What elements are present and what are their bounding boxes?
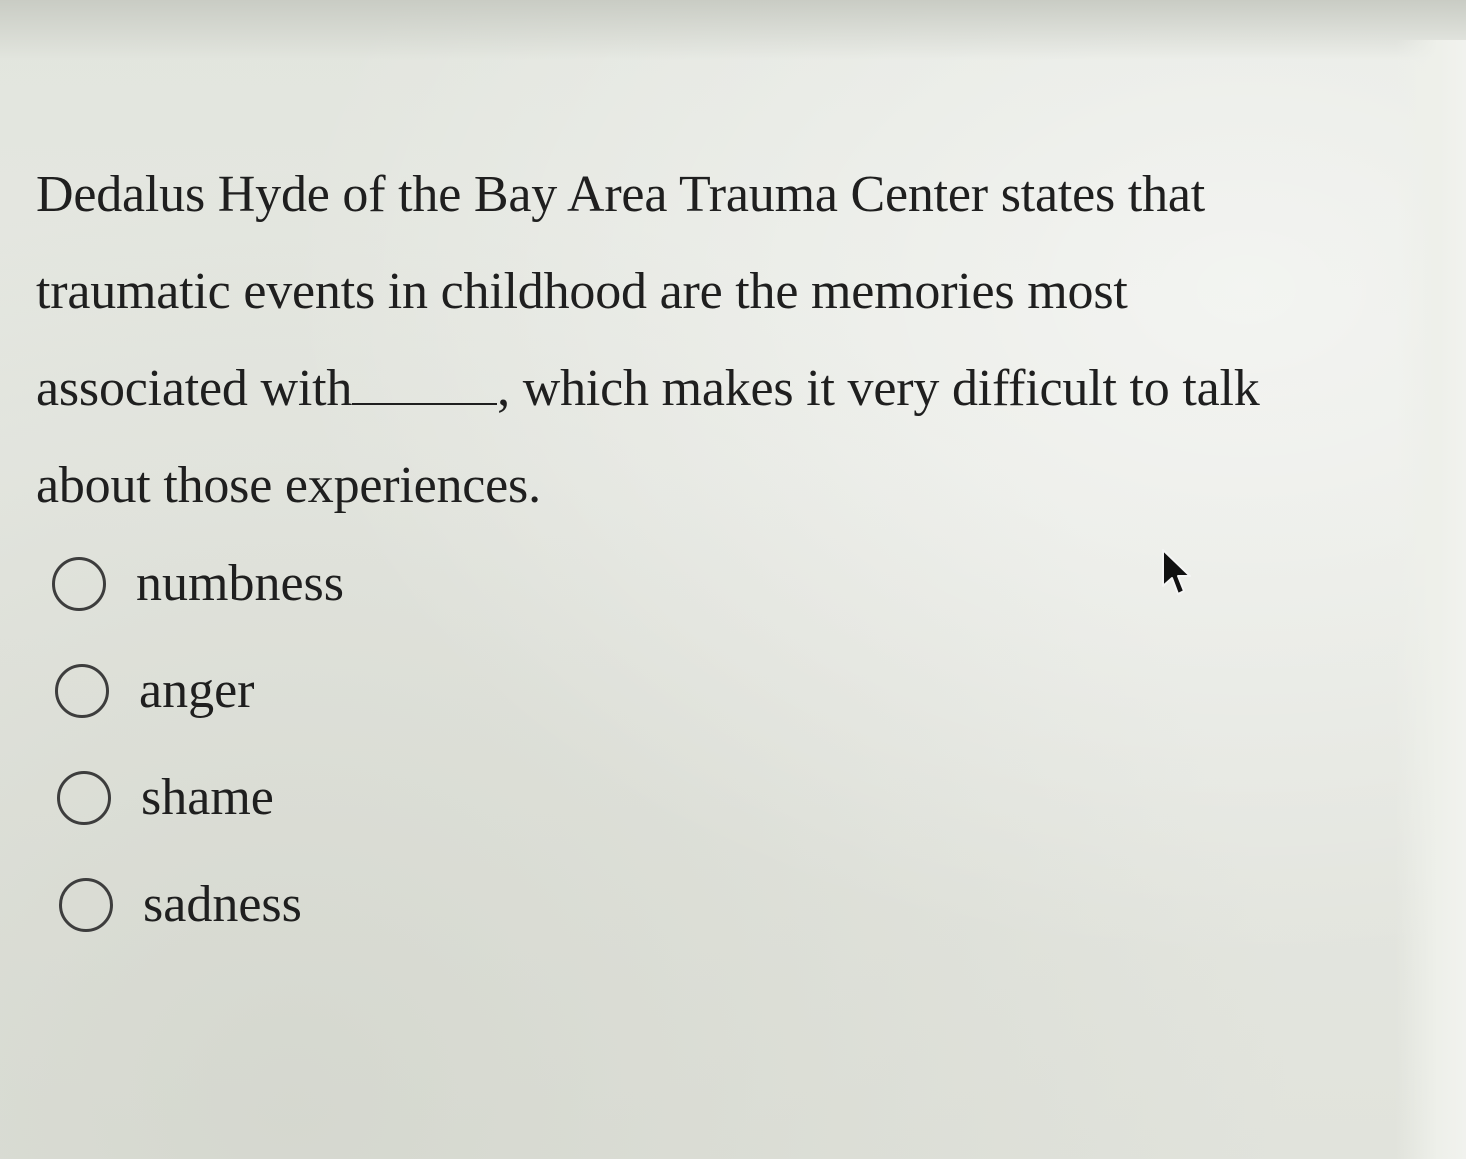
- option-sadness[interactable]: [59, 851, 344, 958]
- option-label[interactable]: shame: [141, 769, 274, 826]
- radio-unchecked-icon[interactable]: [59, 878, 113, 932]
- question-text: [36, 146, 1276, 534]
- mouse-pointer-icon: [1160, 548, 1194, 598]
- option-anger[interactable]: [55, 637, 344, 744]
- option-numbness[interactable]: [52, 530, 344, 637]
- radio-unchecked-icon[interactable]: [57, 771, 111, 825]
- answer-blank: [352, 359, 497, 405]
- option-shame[interactable]: [57, 744, 344, 851]
- option-label[interactable]: sadness: [143, 876, 302, 933]
- top-shadow: [0, 0, 1466, 60]
- radio-unchecked-icon[interactable]: [52, 557, 106, 611]
- answer-options: [52, 530, 344, 958]
- screen-edge-glare: [1396, 40, 1466, 1159]
- option-label[interactable]: numbness: [136, 555, 344, 612]
- question-text-part-2: , which makes it very difficult to talk about those experiences.: [36, 360, 1260, 514]
- radio-unchecked-icon[interactable]: [55, 664, 109, 718]
- option-label[interactable]: anger: [139, 662, 255, 719]
- question-text-part-1: Dedalus Hyde of the Bay Area Trauma Center states that traumatic events in childhood are the memories most associated with: [36, 166, 1206, 417]
